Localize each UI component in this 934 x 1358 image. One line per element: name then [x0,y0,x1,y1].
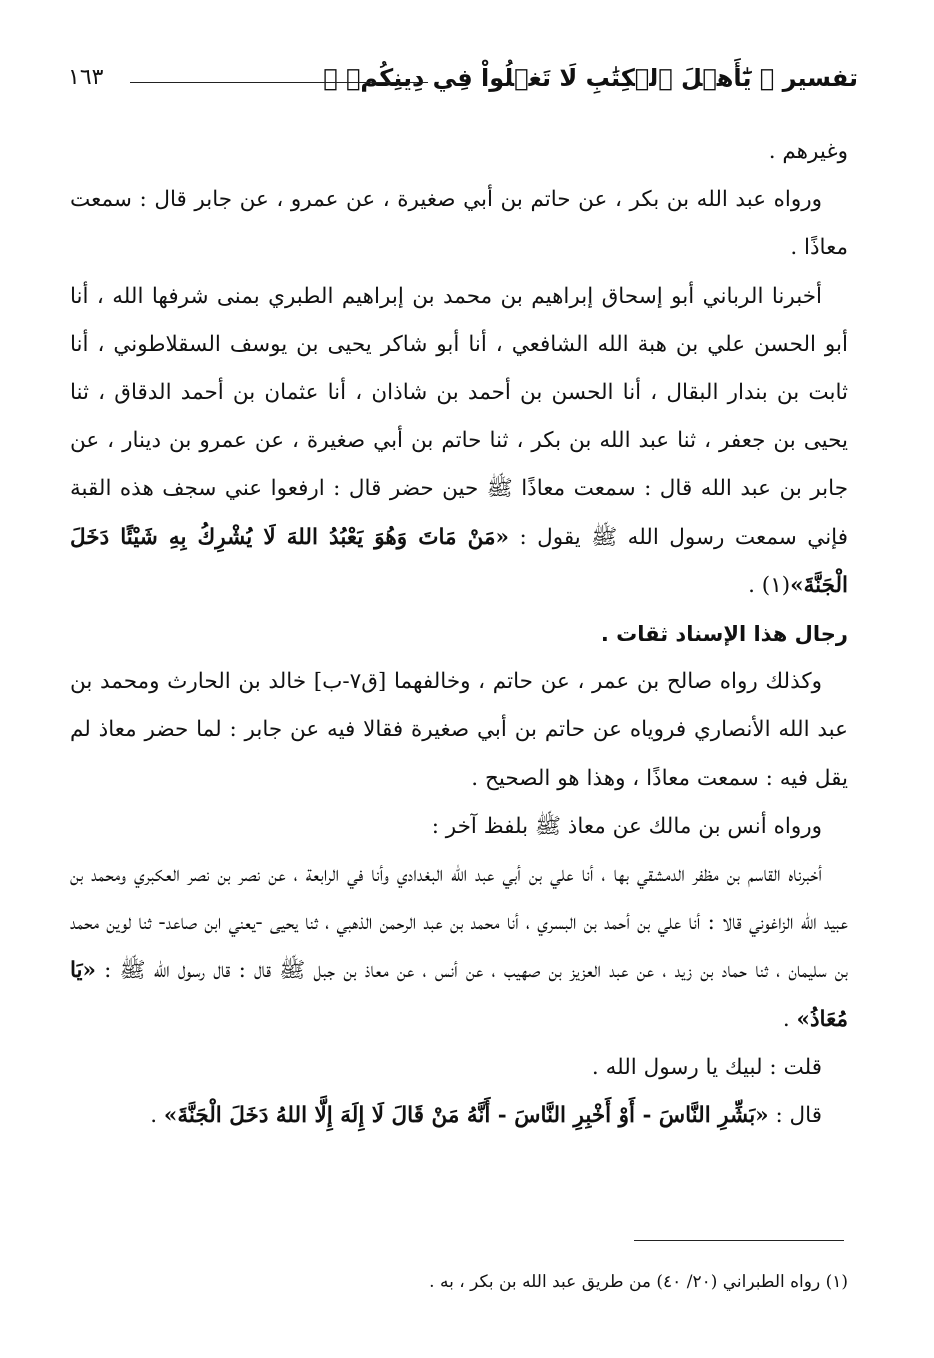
paragraph: وكذلك رواه صالح بن عمر ، عن حاتم ، وخالفهما [ق٧-ب] خالد بن الحارث ومحمد بن عبد الله الأنصاري فروياه عن حاتم بن أبي صغيرة فقالا فيه عن جابر : لما حضر معاذ لم يقل فيه : سمعت معاذًا ، وهذا هو الصحيح . [70,669,848,791]
isnad-text: أخبرناه القاسم بن مظفر الدمشقي بها ، أنا علي بن أبي عبد الله البغدادي وأنا في الرابعة ، عن نصر بن نصر العكبري ومحمد بن عبيد الله الزاغوني قالا : أنا علي بن أحمد بن البسري ، أنا محمد بن عبد الرحمن الذهبي ، ثنا يحيى -يعني ابن صاعد- ثنا لوين محمد بن سليمان ، ثنا حماد بن زيد ، عن عبد العزيز بن صهيب ، عن أنس ، عن معاذ بن جبل ﷺ قال : قال رسول الله ﷺ : [70,862,848,984]
paragraph [70,273,848,610]
section-heading: رجال هذا الإسناد ثقات . [600,622,848,647]
paragraph: أخبرناه القاسم بن مظفر الدمشقي بها ، أنا علي بن أبي عبد الله البغدادي وأنا في الرابعة ، عن نصر بن نصر العكبري ومحمد بن عبيد الله الزاغوني قالا : أنا علي بن أحمد بن البسري ، أنا محمد بن عبد الرحمن الذهبي ، ثنا يحيى -يعني ابن صاعد- ثنا لوين محمد بن سليمان ، ثنا حماد بن زيد ، عن عبد العزيز بن صهيب ، عن أنس ، عن معاذ بن جبل ﷺ قال : قال رسول الله ﷺ : «يَا مُعَاذُ» . [70,862,848,1032]
main-text [70,128,848,1140]
hadith-quote: «بَشِّرِ النَّاسَ - أَوْ أَخْبِرِ النَّاسَ - أَنَّهُ مَنْ قَالَ لَا إِلَهَ إِلَّا اللهُ دَخَلَ الْجَنَّةَ» [163,1103,769,1129]
page-number: ١٦٣ [68,65,104,90]
paragraph: ورواه عبد الله بن بكر ، عن حاتم بن أبي صغيرة ، عن عمرو ، عن جابر قال : سمعت معاذًا . [70,187,848,261]
footnote: (١) رواه الطبراني (٢٠/ ٤٠) من طريق عبد الله بن بكر ، به . [429,1272,848,1292]
header-rule [130,82,428,83]
paragraph: ورواه أنس بن مالك عن معاذ ﷺ بلفظ آخر : [431,813,822,839]
hadith-quote: «يَا مُعَاذُ» [70,958,848,1032]
paragraph: قلت : لبيك يا رسول الله . [591,1054,822,1080]
page-header [68,58,858,102]
paragraph: قال : «بَشِّرِ النَّاسَ - أَوْ أَخْبِرِ النَّاسَ - أَنَّهُ مَنْ قَالَ لَا إِلَهَ إِلَّا اللهُ دَخَلَ الْجَنَّةَ» . [150,1103,822,1129]
footnote-separator [634,1240,844,1241]
footnote-ref: (١) . [748,572,791,598]
paragraph: وغيرهم . [768,139,848,164]
hadith-quote: «مَنْ مَاتَ وَهُوَ يَعْبُدُ اللهَ لَا يُشْرِكُ بِهِ شَيْئًا دَخَلَ الْجَنَّةَ» [70,524,848,598]
isnad-text: أخبرنا الرباني أبو إسحاق إبراهيم بن محمد بن إبراهيم الطبري بمنى شرفها الله ، أنا أبو الحسن علي بن هبة الله الشافعي ، أنا أبو شاكر يحيى بن يوسف السقلاطوني ، أنا ثابت بن بندار البقال ، أنا الحسن بن أحمد بن شاذان ، أنا عثمان بن أحمد الدقاق ، ثنا يحيى بن جعفر ، ثنا عبد الله بن بكر ، ثنا حاتم بن أبي صغيرة ، عن عمرو بن دينار ، عن جابر بن عبد الله قال : سمعت معاذًا ﷺ حين حضر قال : ارفعوا عني سجف هذه القبة فإني سمعت رسول الله ﷺ يقول : [70,283,849,550]
running-title: تفسير ﴿ يَٰٓأَهۡلَ ٱلۡكِتَٰبِ لَا تَغۡلُواْ فِي دِينِكُمۡ ﴾ [323,64,858,92]
